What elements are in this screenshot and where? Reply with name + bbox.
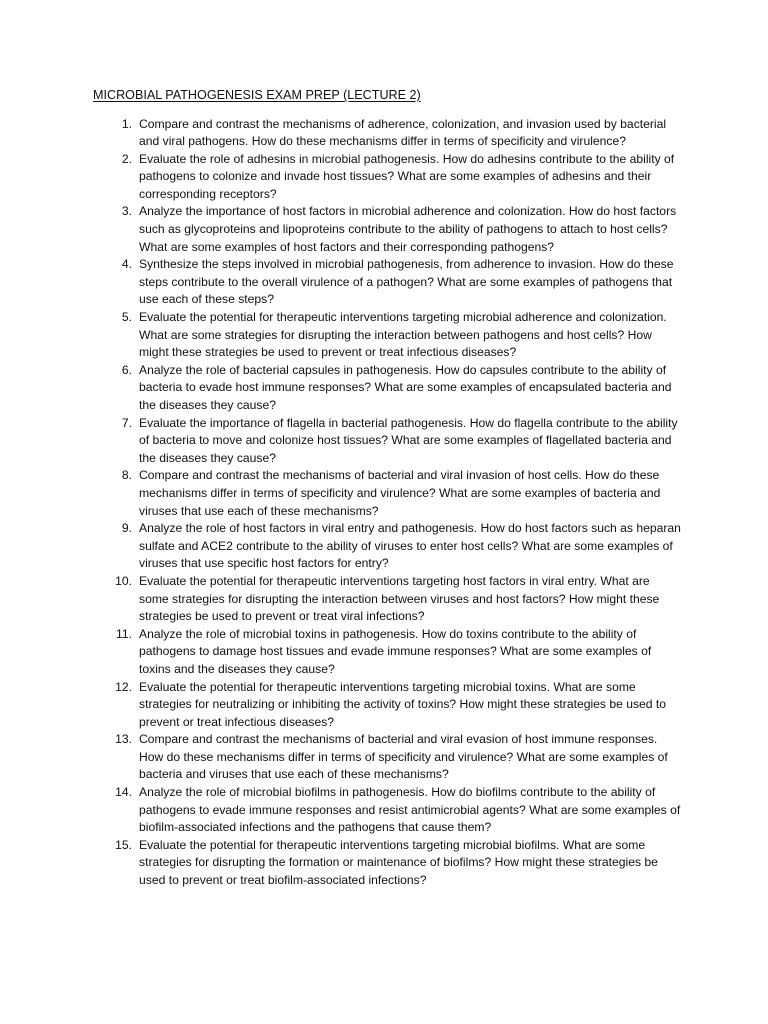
question-text: Analyze the role of microbial biofilms in pathogenesis. How do biofilms contribute to the ability of pathogens to evade immune responses and resist antimicrobial agents? What are some examples of biofilm-associated infections and the pathogens that cause them? bbox=[139, 785, 681, 835]
question-number: 7. bbox=[121, 415, 132, 430]
question-item bbox=[115, 784, 681, 837]
question-number: 1. bbox=[121, 116, 132, 131]
question-number: 6. bbox=[121, 362, 132, 377]
question-number: 4. bbox=[121, 257, 132, 272]
question-text: Compare and contrast the mechanisms of adherence, colonization, and invasion used by bacterial and viral pathogens. How do these mechanisms differ in terms of specificity and virulence? bbox=[139, 116, 667, 149]
question-number: 9. bbox=[121, 521, 132, 536]
question-number: 15. bbox=[115, 837, 132, 852]
question-text: Synthesize the steps involved in microbial pathogenesis, from adherence to invasion. How do these steps contribute to the overall virulence of a pathogen? What are some examples of pathogens that use each of these steps? bbox=[139, 257, 674, 307]
question-number: 11. bbox=[116, 626, 132, 641]
question-item bbox=[115, 837, 681, 890]
question-number: 12. bbox=[115, 679, 132, 694]
question-item bbox=[121, 415, 681, 468]
question-number: 8. bbox=[121, 468, 132, 483]
document-title: MICROBIAL PATHOGENESIS EXAM PREP (LECTURE 2) bbox=[93, 88, 421, 102]
question-text: Evaluate the importance of flagella in bacterial pathogenesis. How do flagella contribute to the ability of bacteria to move and colonize host tissues? What are some examples of flagellated bacteria and the diseases they cause? bbox=[139, 415, 678, 465]
question-item bbox=[115, 679, 681, 732]
question-item bbox=[121, 520, 681, 573]
question-text: Evaluate the potential for therapeutic interventions targeting microbial adherence and colonization. What are some strategies for disrupting the interaction between pathogens and host cells? How might these strategies be used to prevent or treat infectious diseases? bbox=[139, 310, 667, 360]
question-text: Evaluate the potential for therapeutic interventions targeting microbial toxins. What are some strategies for neutralizing or inhibiting the activity of toxins? How might these strategies be used to prevent or treat infectious diseases? bbox=[139, 679, 667, 729]
question-item bbox=[116, 626, 681, 679]
question-number: 14. bbox=[115, 785, 132, 800]
question-item bbox=[121, 151, 681, 204]
question-list bbox=[115, 116, 681, 890]
question-number: 2. bbox=[121, 151, 132, 166]
question-item bbox=[121, 362, 681, 415]
question-item bbox=[121, 309, 681, 362]
question-text: Analyze the role of microbial toxins in pathogenesis. How do toxins contribute to the ability of pathogens to damage host tissues and evade immune responses? What are some examples of toxins and the diseases they cause? bbox=[139, 626, 652, 676]
question-number: 13. bbox=[115, 732, 132, 747]
question-number: 3. bbox=[121, 204, 132, 219]
question-item bbox=[121, 256, 681, 309]
question-text: Evaluate the potential for therapeutic interventions targeting microbial biofilms. What are some strategies for disrupting the formation or maintenance of biofilms? How might these strategies be used to prevent or treat biofilm-associated infections? bbox=[139, 837, 658, 888]
question-text: Compare and contrast the mechanisms of bacterial and viral evasion of host immune responses. How do these mechanisms differ in terms of specificity and virulence? What are some examples of bacteria and viruses that use each of these mechanisms? bbox=[139, 732, 668, 782]
question-text: Analyze the importance of host factors in microbial adherence and colonization. How do host factors such as glycoproteins and lipoproteins contribute to the ability of pathogens to attach to host cells? What are some examples of host factors and their corresponding pathogens? bbox=[139, 204, 677, 254]
question-text: Analyze the role of bacterial capsules in pathogenesis. How do capsules contribute to the ability of bacteria to evade host immune responses? What are some examples of encapsulated bacteria and the diseases they cause? bbox=[139, 362, 672, 412]
question-number: 5. bbox=[121, 310, 132, 325]
question-text: Evaluate the potential for therapeutic interventions targeting host factors in viral entry. What are some strategies for disrupting the interaction between viruses and host factors? How might these strategies be used to prevent or treat viral infections? bbox=[139, 573, 660, 624]
question-number: 10. bbox=[115, 573, 132, 588]
question-item bbox=[121, 467, 681, 520]
question-text: Evaluate the role of adhesins in microbial pathogenesis. How do adhesins contribute to the ability of pathogens to colonize and invade host tissues? What are some examples of adhesins and their corresponding receptors? bbox=[139, 151, 675, 201]
question-item bbox=[121, 116, 681, 151]
question-text: Compare and contrast the mechanisms of bacterial and viral invasion of host cells. How do these mechanisms differ in terms of specificity and virulence? What are some examples of bacteria and viruses that use each of these mechanisms? bbox=[139, 468, 661, 518]
question-item bbox=[121, 203, 681, 256]
question-item bbox=[115, 731, 681, 784]
question-text: Analyze the role of host factors in viral entry and pathogenesis. How do host factors such as heparan sulfate and ACE2 contribute to the ability of viruses to enter host cells? What are some examples of viruses that use specific host factors for entry? bbox=[139, 521, 681, 571]
question-item bbox=[115, 573, 681, 626]
